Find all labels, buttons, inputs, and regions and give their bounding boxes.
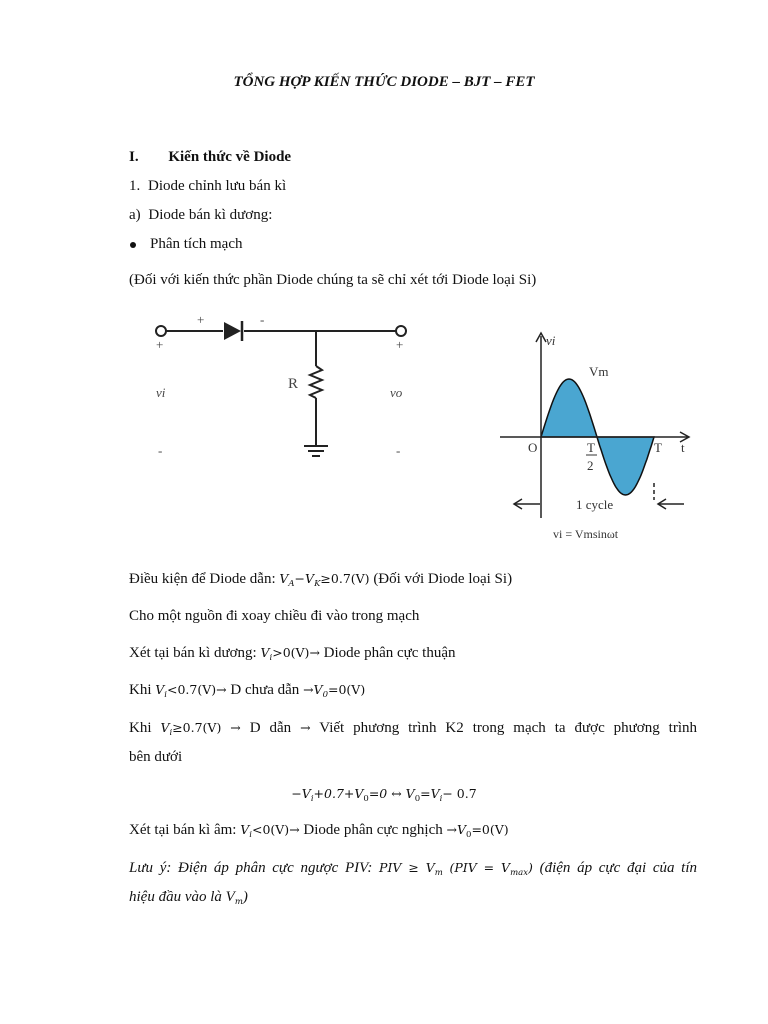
vo-label: vo	[390, 385, 403, 400]
half-period-den: 2	[587, 458, 594, 473]
plus-out-label: +	[396, 337, 404, 352]
t-axis-label: t	[681, 440, 685, 455]
document-title: TỔNG HỢP KIẾN THỨC DIODE – BJT – FET	[233, 74, 535, 90]
minus-diode-label: -	[260, 312, 265, 327]
vi-label: vi	[156, 385, 166, 400]
vi-axis-label: vi	[546, 333, 556, 348]
negative-half-cycle	[597, 437, 654, 495]
waveform-equation: vi = Vmsinωt	[553, 527, 619, 541]
one-cycle-label: 1 cycle	[576, 497, 614, 512]
khi-line-2: Khi $V_i\ge 0.7(V) \to D$ dẫn → Viết phương trình K2 trong mạch ta được phương trình	[129, 720, 698, 738]
period-label: T	[654, 440, 662, 455]
khi-line-2-cont: bên dưới	[129, 749, 183, 765]
plus-in-label: +	[156, 337, 164, 352]
half-wave-rectifier-circuit	[145, 308, 420, 468]
khi-line-1: Khi $V_i<0.7(V)\to D$ chưa dẫn $\to V_0=0(V)$	[129, 682, 366, 700]
k2-equation: $-V_i+0.7+V_0=0$ ↔ $V_0=V_i- 0.7$	[291, 786, 477, 804]
source-line: Cho một nguồn đi xoay chiều đi vào trong mạch	[129, 608, 420, 624]
section-number: I.	[129, 149, 139, 165]
sine-waveform-graph	[500, 328, 700, 548]
vm-label: Vm	[589, 364, 609, 379]
input-terminal-top	[156, 326, 166, 336]
plus-diode-label: +	[197, 312, 205, 327]
positive-half-line: Xét tại bán kì dương: $V_i>0(V)\to$ Diode phân cực thuận	[129, 645, 456, 663]
condition-line: Điều kiện để Diode dẫn: $V_A-V_K\ge 0.7(V)$ (Đối với Diode loại Si)	[129, 571, 513, 589]
list-item-1: 1. Diode chỉnh lưu bán kì	[129, 178, 287, 194]
origin-label: O	[528, 440, 538, 455]
positive-half-cycle	[541, 379, 597, 437]
minus-out-label: -	[396, 443, 401, 458]
diode-symbol	[224, 322, 241, 340]
note-si: (Đối với kiến thức phần Diode chúng ta sẽ chỉ xét tới Diode loại Si)	[129, 272, 537, 288]
bullet-icon	[130, 242, 136, 248]
negative-half-line: Xét tại bán kì âm: $V_i<0(V)\to$ Diode phân cực nghịch $\to V_0=0(V)$	[129, 822, 509, 840]
piv-note: Lưu ý: Điện áp phân cực ngược PIV: PIV ≥ $V_m$ $(PIV = V_{max})$ (điện áp cực đại của tín	[129, 860, 697, 878]
list-item-a: a) Diode bán kì dương:	[129, 207, 273, 223]
minus-in-label: -	[158, 443, 163, 458]
output-terminal-top	[396, 326, 406, 336]
section-heading	[129, 149, 291, 166]
piv-note-cont: hiệu đầu vào là $V_m$)	[129, 889, 248, 907]
section-title: Kiến thức về Diode	[168, 149, 292, 165]
resistor-label: R	[288, 376, 299, 392]
half-period-num: T	[587, 440, 595, 455]
resistor-symbol	[310, 366, 322, 398]
bullet-item: Phân tích mạch	[130, 236, 242, 253]
